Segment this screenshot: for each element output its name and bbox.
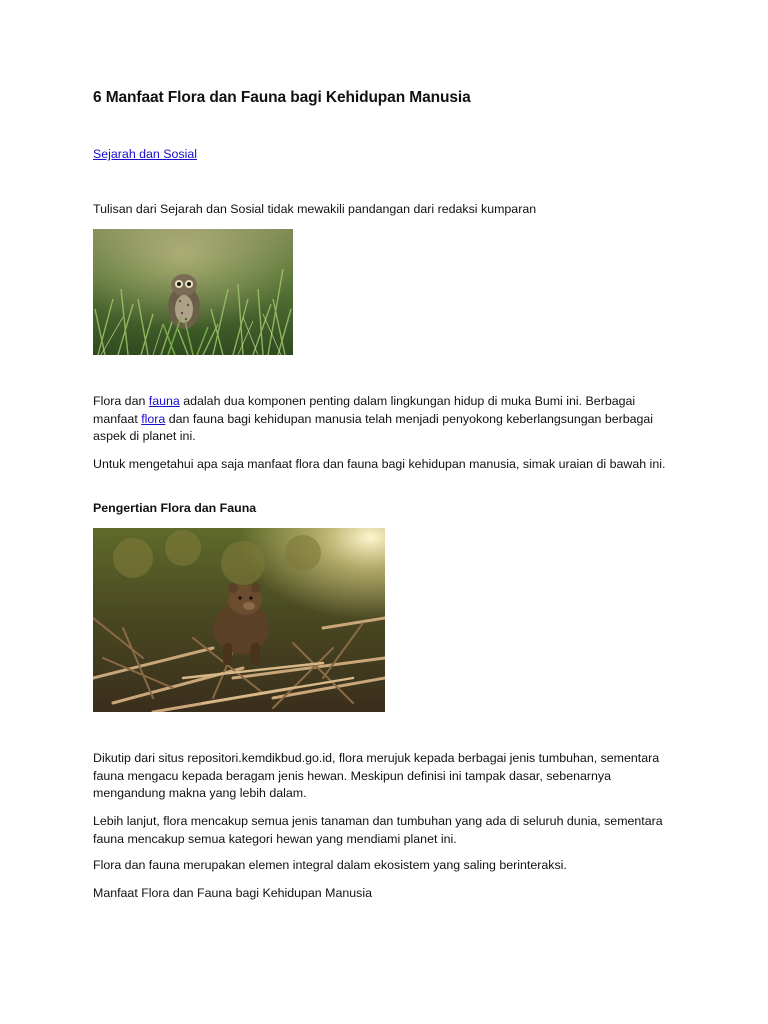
bear-cub-photo — [93, 528, 385, 712]
owl-figure — [168, 274, 200, 329]
definition-paragraph: Dikutip dari situs repositori.kemdikbud.go.id, flora merujuk kepada berbagai jenis tumbuhan, sementara fauna mengacu kepada beragam jenis hewan. Meskipun definisi ini tampak dasar, sebenarnya mengandung makna yang lebih dalam. — [93, 751, 660, 801]
overview-paragraph: Untuk mengetahui apa saja manfaat flora dan fauna bagi kehidupan manusia, simak uraian di bawah ini. — [93, 457, 666, 471]
intro-text-2: adalah dua komponen penting dalam lingkungan hidup di muka Bumi ini. Berbagai manfaat — [93, 394, 636, 426]
scope-paragraph: Lebih lanjut, flora mencakup semua jenis tanaman dan tumbuhan yang ada di seluruh dunia, sementara fauna mencakup semua kategori hewan yang mendiami planet ini. — [93, 814, 663, 846]
article-title: 6 Manfaat Flora dan Fauna bagi Kehidupan Manusia — [93, 89, 471, 106]
category-paragraph — [93, 146, 683, 164]
intro-text-3: dan fauna bagi kehidupan manusia telah menjadi penyokong keberlangsungan berbagai aspek di planet ini. — [93, 411, 654, 444]
disclaimer-text: Tulisan dari Sejarah dan Sosial tidak mewakili pandangan dari redaksi kumparan — [93, 202, 537, 216]
bear-cub-photo-illustration — [93, 528, 385, 712]
owl-photo — [93, 229, 293, 355]
intro-text-1: Flora dan — [93, 394, 149, 408]
fauna-link[interactable]: fauna — [148, 394, 180, 408]
section-heading-manfaat: Manfaat Flora dan Fauna bagi Kehidupan Manusia — [93, 886, 372, 900]
flora-link[interactable]: flora — [141, 411, 166, 426]
owl-photo-illustration — [93, 229, 293, 355]
ecosystem-paragraph: Flora dan fauna merupakan elemen integral dalam ekosistem yang saling berinteraksi. — [93, 858, 567, 872]
intro-paragraph — [93, 393, 683, 446]
category-link[interactable]: Sejarah dan Sosial — [93, 147, 198, 161]
section-heading-pengertian: Pengertian Flora dan Fauna — [93, 501, 257, 515]
